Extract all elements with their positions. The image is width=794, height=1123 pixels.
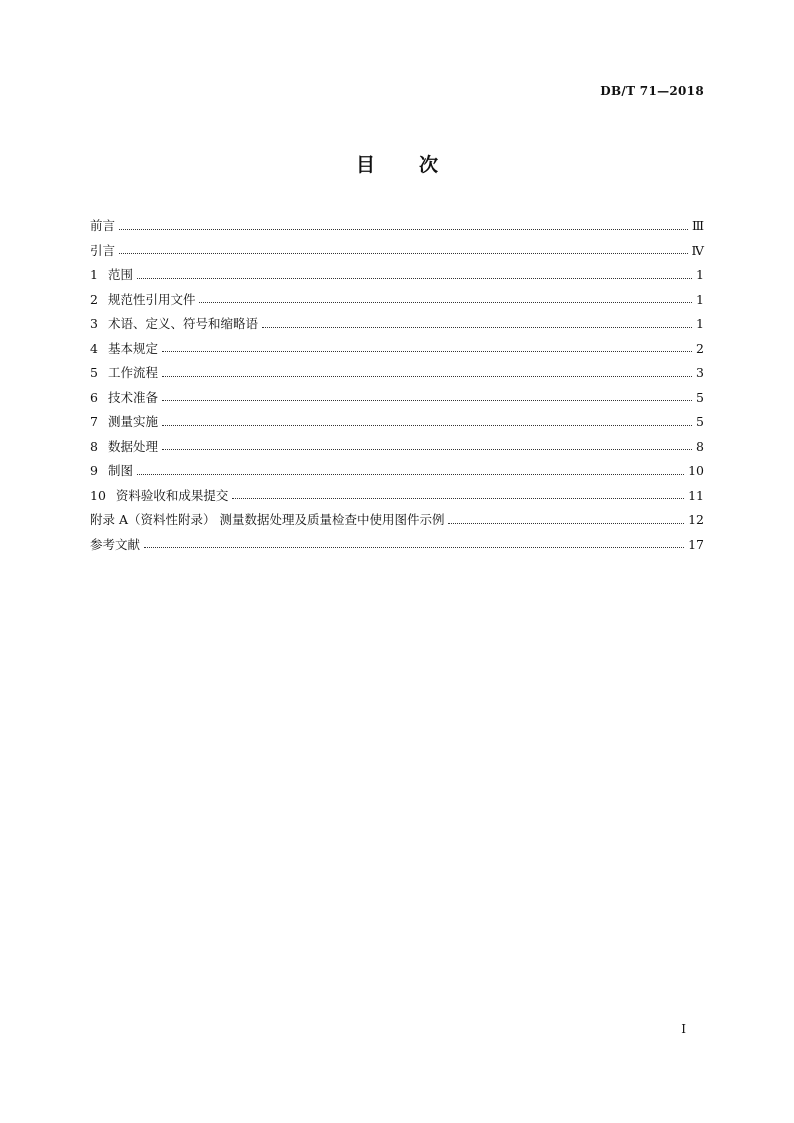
toc-entry-label: 测量实施 [107,414,158,429]
toc-entry-normative-references[interactable] [90,288,704,313]
dot-leader [144,547,684,548]
toc-entry-page: Ⅳ [691,242,704,258]
toc-entry-label: 基本规定 [107,340,158,356]
dot-leader [162,376,692,377]
toc-entry-page: 2 [696,340,704,356]
toc-title-char-1: 目 [355,154,375,176]
dot-leader [137,278,692,279]
toc-entry-label: 资料验收和成果提交 [115,487,229,503]
dot-leader [199,302,692,303]
dot-leader [162,425,692,426]
dot-leader [448,523,684,524]
toc-entry-label: 参考文献 [90,536,141,552]
toc-title-char-2: 次 [419,154,439,176]
dot-leader [119,229,688,230]
toc-title [0,150,794,177]
toc-entry-mapping[interactable] [90,459,704,484]
toc-entry-scope[interactable] [90,263,704,288]
toc-entry-label: 工作流程 [107,365,158,380]
toc-entry-foreword[interactable] [90,214,704,239]
toc-entry-label: 技术准备 [107,389,158,405]
dot-leader [232,498,684,499]
toc-entry-workflow[interactable] [90,361,704,386]
toc-entry-bibliography[interactable] [90,533,704,558]
toc-entry-number: 7 [90,414,98,429]
toc-entry-label: 附录 A（资料性附录） 测量数据处理及质量检查中使用图件示例 [90,512,445,527]
toc-entry-data-processing[interactable] [90,435,704,460]
toc-entry-number: 1 [90,267,98,282]
toc-entry-technical-preparation[interactable] [90,386,704,411]
dot-leader [162,400,692,401]
toc-entry-label: 术语、定义、符号和缩略语 [107,316,258,331]
toc-entry-label: 范围 [107,267,133,282]
toc-entry-introduction[interactable] [90,239,704,264]
toc-entry-label: 引言 [90,242,116,258]
dot-leader [137,474,684,475]
toc-entry-number: 6 [90,389,98,405]
toc-entry-number: 10 [90,487,106,503]
toc-entry-page: 1 [696,291,704,307]
toc-entry-acceptance-submission[interactable] [90,484,704,509]
toc-entry-number: 3 [90,316,98,331]
dot-leader [262,327,692,328]
toc-entry-page: 17 [688,536,704,552]
toc-entry-page: 12 [688,512,704,527]
toc-entry-label: 规范性引用文件 [107,291,196,307]
toc-entry-number: 8 [90,438,98,454]
document-code: DB/T 71—2018 [600,84,704,98]
toc-entry-number: 2 [90,291,98,307]
toc-entry-page: 8 [696,438,704,454]
toc-entry-label: 制图 [107,463,133,478]
toc-entry-page: 3 [696,365,704,380]
toc-entry-basic-provisions[interactable] [90,337,704,362]
toc-entry-number: 4 [90,340,98,356]
toc-entry-label: 数据处理 [107,438,158,454]
toc-entry-page: 1 [696,267,704,282]
toc-entry-terms-definitions[interactable] [90,312,704,337]
toc-entry-number: 9 [90,463,98,478]
toc-entry-page: 11 [688,487,704,503]
dot-leader [162,351,692,352]
page-number: I [681,1022,686,1036]
toc-entry-page: 1 [696,316,704,331]
toc-entry-page: 10 [688,463,704,478]
toc-entry-page: 5 [696,389,704,405]
dot-leader [119,253,687,254]
table-of-contents [90,214,704,557]
toc-entry-page: 5 [696,414,704,429]
dot-leader [162,449,692,450]
toc-entry-number: 5 [90,365,98,380]
toc-entry-page: Ⅲ [691,218,704,233]
toc-entry-appendix-a[interactable] [90,508,704,533]
toc-entry-label: 前言 [90,218,116,233]
toc-entry-survey-implementation[interactable] [90,410,704,435]
